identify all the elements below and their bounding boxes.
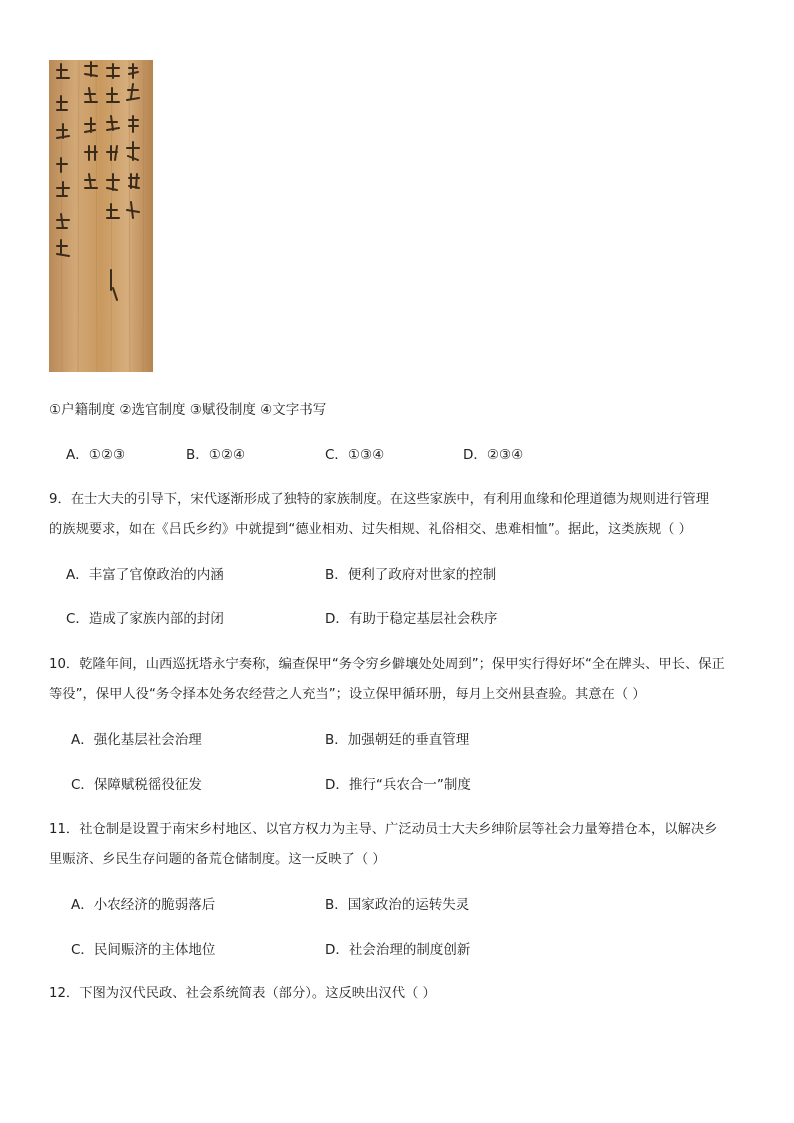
q11-stem-line2: 里赈济、乡民生存问题的备荒仓储制度。这一反映了（ ）: [49, 852, 386, 867]
q10-stem-line2: 等役”，保甲人役“务令择本处务农经营之人充当”；设立保甲循环册，每月上交州县查验。其意在（ ）: [49, 687, 646, 702]
bamboo-slip-image: [49, 60, 153, 372]
q8-option-c[interactable]: C．①③④: [325, 447, 385, 463]
q8-option-b[interactable]: B．①②④: [186, 447, 246, 463]
q10-option-b[interactable]: B．加强朝廷的垂直管理: [325, 732, 470, 748]
q11-option-b[interactable]: B．国家政治的运转失灵: [325, 897, 470, 913]
q9-stem-line1: 9．在士大夫的引导下，宋代逐渐形成了独特的家族制度。在这些家族中，有利用血缘和伦理道德为规则进行管理: [49, 492, 710, 507]
q8-option-a[interactable]: A．①②③: [66, 447, 126, 463]
q11-option-a[interactable]: A．小农经济的脆弱落后: [71, 897, 216, 913]
q11-option-c[interactable]: C．民间赈济的主体地位: [71, 942, 216, 958]
q8-items: ①户籍制度 ②选官制度 ③赋役制度 ④文字书写: [49, 402, 327, 418]
q9-stem-line2: 的族规要求，如在《吕氏乡约》中就提到“德业相劝、过失相规、礼俗相交、患难相恤”。据此，这类族规（ ）: [49, 522, 692, 537]
q9-option-a[interactable]: A．丰富了官僚政治的内涵: [66, 567, 224, 583]
q9-option-c[interactable]: C．造成了家族内部的封闭: [66, 611, 224, 627]
q10-option-a[interactable]: A．强化基层社会治理: [71, 732, 202, 748]
q10-option-c[interactable]: C．保障赋税徭役征发: [71, 777, 202, 793]
q10-option-d[interactable]: D．推行“兵农合一”制度: [325, 777, 471, 793]
q9-option-b[interactable]: B．便利了政府对世家的控制: [325, 567, 497, 583]
q11-stem-line1: 11．社仓制是设置于南宋乡村地区、以官方权力为主导、广泛动员士大夫乡绅阶层等社会力量筹措仓本，以解决乡: [49, 822, 718, 837]
q11-option-d[interactable]: D．社会治理的制度创新: [325, 942, 471, 958]
q9-option-d[interactable]: D．有助于稳定基层社会秩序: [325, 611, 498, 627]
q8-option-d[interactable]: D．②③④: [463, 447, 524, 463]
q12-stem-line1: 12．下图为汉代民政、社会系统简表（部分）。这反映出汉代（ ）: [49, 986, 436, 1001]
q10-stem-line1: 10．乾隆年间，山西巡抚塔永宁奏称，编查保甲“务令穷乡僻壤处处周到”；保甲实行得好坏“全在牌头、甲长、保正: [49, 657, 725, 672]
